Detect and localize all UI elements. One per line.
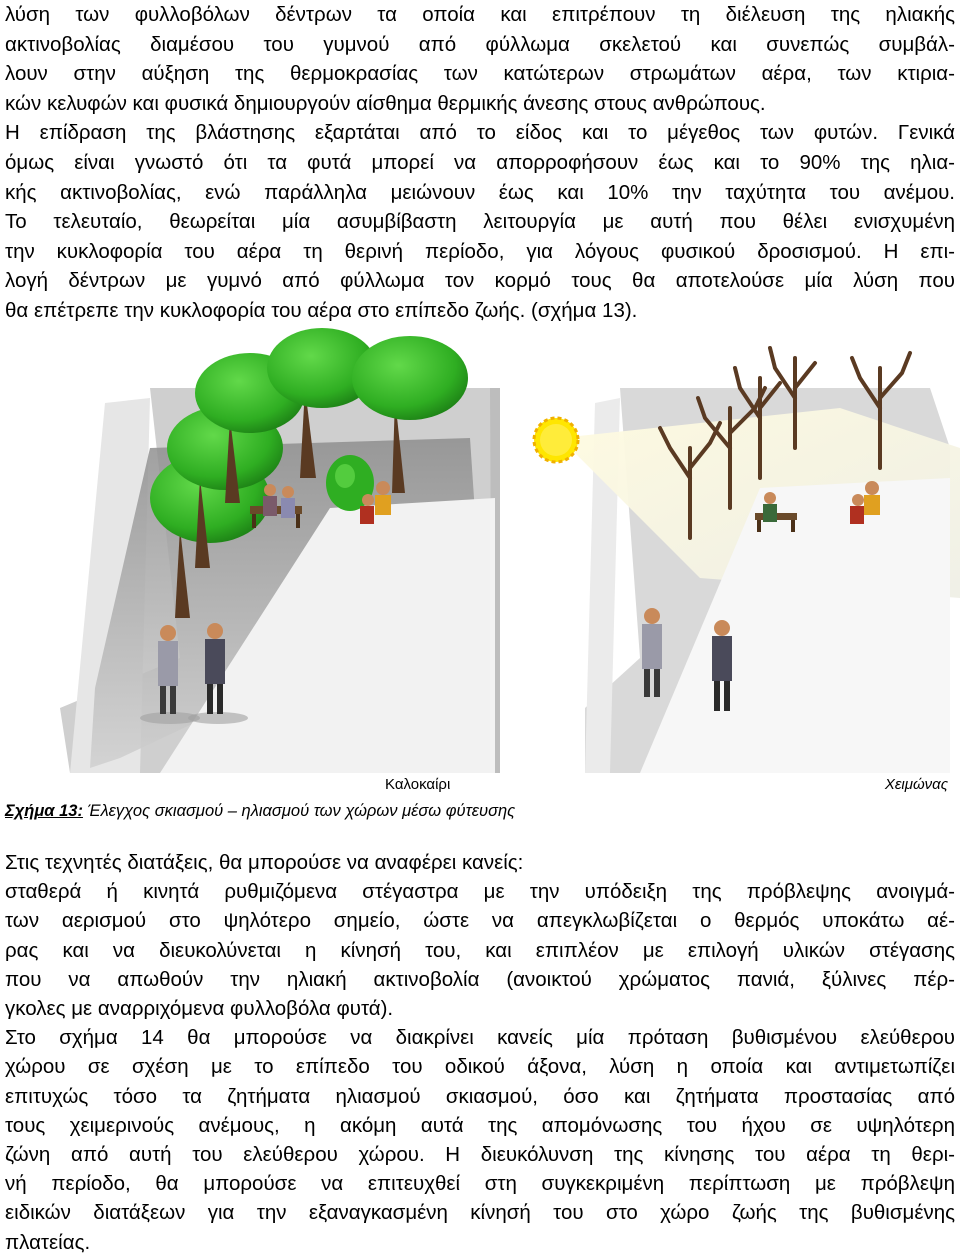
text-line: ζώνη από αυτή του ελεύθερου χώρου. Η διευκόλυνση της κίνησης του αέρα τη θερι- [5, 1143, 955, 1167]
paragraph-top [5, 0, 955, 326]
text-line: σταθερά ή κινητά ρυθμιζόμενα στέγαστρα με την υπόδειξη της πρόβλεψης ανοιγμά- [5, 880, 955, 904]
winter-label: Χειμώνας [884, 776, 948, 793]
person-icon [864, 481, 880, 515]
text-line: την κυκλοφορία του αέρα τη θερινή περίοδο, για λόγους φυσικού δροσισμού. Η επι- [5, 239, 955, 263]
person-icon [763, 492, 777, 522]
figure-13-illustration [0, 328, 960, 773]
summer-scene [60, 328, 500, 773]
text-line: ρας και να διευκολύνεται η κίνησή του, και επιπλέον με επιλογή υλικών στέγασης [5, 938, 955, 962]
person-icon [375, 481, 391, 515]
text-line: νή περίοδο, θα μπορούσε να επιτευχθεί στη συγκεκριμένη περίπτωση με πρόβλεψη [5, 1172, 955, 1196]
text-line: πλατείας. [5, 1230, 91, 1254]
text-line: λουν στην αύξηση της θερμοκρασίας των κατώτερων στρωμάτων αέρα, των κτιρια- [5, 62, 955, 86]
text-line: κών κελυφών και φυσικά δημιουργούν αίσθημα θερμικής άνεσης στους ανθρώπους. [5, 91, 766, 115]
person-icon [263, 484, 277, 516]
text-line: γκολες με αναρριχόμενα φυλλοβόλα φυτά). [5, 997, 394, 1021]
paragraph-bottom [5, 848, 955, 1257]
figure-caption [5, 802, 515, 821]
text-line: ακτινοβολίας διαμέσου του γυμνού από φύλλωμα σκελετού και συνεπώς συμβάλ- [5, 32, 955, 56]
text-line: των αερισμού στο ψηλότερο σημείο, ώστε να απεγκλωβίζεται ο θερμός υποκάτω αέ- [5, 909, 955, 933]
text-line: λύση των φυλλοβόλων δέντρων τα οποία και επιτρέπουν τη διέλευση της ηλιακής [5, 3, 955, 26]
summer-label: Καλοκαίρι [385, 776, 451, 793]
text-line: κής ακτινοβολίας, ενώ παράλληλα μειώνουν έως και 10% την ταχύτητα του ανέμου. [5, 180, 955, 204]
text-line: Στις τεχνητές διατάξεις, θα μπορούσε να αναφέρει κανείς: [5, 851, 524, 874]
text-line: Το τελευταίο, θεωρείται μία ασυμβίβαστη λειτουργία με αυτή που θέλει ενισχυμένη [5, 210, 955, 234]
text-line: Στο σχήμα 14 θα μπορούσε να διακρίνει κανείς μία πρόταση βυθισμένου ελεύθερου [5, 1026, 955, 1050]
text-line: θα επέτρεπε την κυκλοφορία του αέρα στο επίπεδο ζωής. (σχήμα 13). [5, 298, 638, 322]
winter-scene [534, 348, 960, 773]
caption-text: Έλεγχος σκιασμού – ηλιασμού των χώρων μέσω φύτευσης [82, 802, 516, 820]
text-line: χώρου σε σχέση με το επίπεδο του οδικού άξονα, λύση η οποία και αντιμετωπίζει [5, 1055, 955, 1079]
text-line: Η επίδραση της βλάστησης εξαρτάται από το είδος και το μέγεθος των φυτών. Γενικά [5, 121, 955, 145]
person-icon [281, 486, 295, 518]
text-line: που να απωθούν την ηλιακή ακτινοβολία (ανοικτού χρώματος πανιά, ξύλινες πέρ- [5, 967, 955, 991]
sun-icon [534, 418, 578, 462]
text-line: επιτυχώς τόσο τα ζητήματα ηλιασμού σκιασμού, όσο και ζητήματα προστασίας από [5, 1084, 955, 1108]
text-line: λογή δέντρων με γυμνό από φύλλωμα τον κορμό τους θα αποτελούσε μία λύση που [5, 269, 955, 293]
text-line: τους χειμερινούς ανέμους, η ακόμη αυτά της απομόνωσης του ήχου σε υψηλότερη [5, 1113, 955, 1137]
text-line: ειδικών διατάξεων για την εξαναγκασμένη κίνησή του στο χώρο ζωής της βυθισμένης [5, 1201, 955, 1225]
text-line: όμως είναι γνωστό ότι τα φυτά μπορεί να απορροφήσουν έως και το 90% της ηλια- [5, 150, 955, 174]
caption-number: Σχήμα 13: [5, 802, 83, 820]
